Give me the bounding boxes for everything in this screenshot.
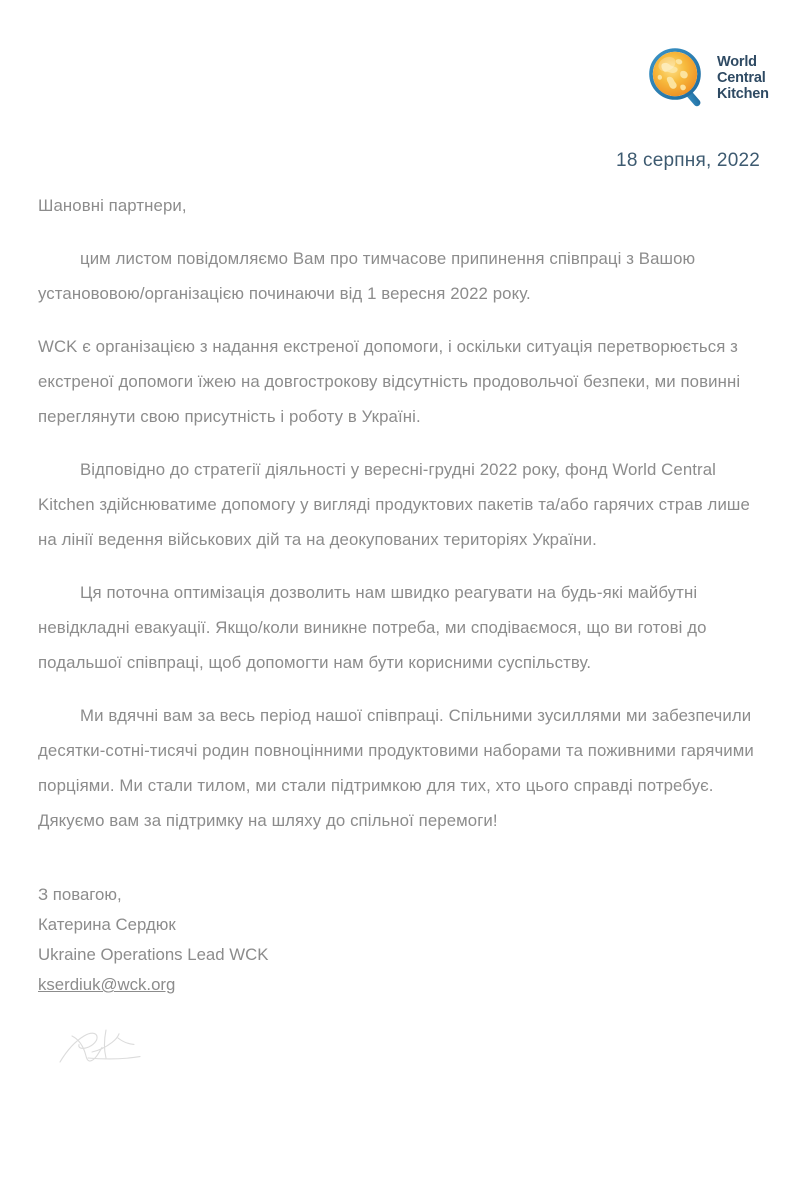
paragraph-2: WCK є організацією з надання екстреної допомоги, і оскільки ситуація перетворюється з екстреної допомоги їжею на довгострокову відсутність продовольчої безпеки, ми повинні переглянути свою присутність і роботу в Україні. bbox=[38, 337, 741, 426]
closing-phrase: З повагою, bbox=[38, 885, 122, 904]
logo-line-world: World bbox=[717, 53, 757, 70]
logo-line-central: Central bbox=[717, 69, 766, 86]
signer-title: Ukraine Operations Lead WCK bbox=[38, 945, 269, 964]
letter-date: 18 серпня, 2022 bbox=[616, 150, 760, 171]
paragraph-1: цим листом повідомляємо Вам про тимчасове припинення співпраці з Вашою установовою/організацією починаючи від 1 вересня 2022 року. bbox=[38, 249, 696, 303]
logo-line-kitchen: Kitchen bbox=[717, 86, 769, 103]
world-central-kitchen-logo bbox=[648, 42, 780, 114]
signature-block bbox=[38, 880, 268, 1000]
paragraph-4: Ця поточна оптимізація дозволить нам швидко реагувати на будь-які майбутні невідкладні евакуації. Якщо/коли виникне потреба, ми сподіваємося, що ви готові до подальшої співпраці, щоб допомогти нам бути корисними суспільству. bbox=[38, 583, 707, 672]
salutation: Шановні партнери, bbox=[38, 196, 187, 215]
globe-pan-icon bbox=[648, 47, 710, 109]
paragraph-3: Відповідно до стратегії діяльності у вересні-грудні 2022 року, фонд World Central Kitchen здійснюватиме допомогу у вигляді продуктових пакетів та/або гарячих страв лише на лінії ведення військових дій та на деокупованих територіях України. bbox=[38, 460, 750, 549]
paragraph-5: Ми вдячні вам за весь період нашої співпраці. Спільними зусиллями ми забезпечили десятки-сотні-тисячі родин повноцінними продуктовими наборами та поживними гарячими порціями. Ми стали тилом, ми стали підтримкою для тих, хто цього справді потребує. Дякуємо вам за підтримку на шляху до спільної перемоги! bbox=[38, 706, 754, 830]
handwritten-signature bbox=[48, 1018, 198, 1076]
logo-wordmark bbox=[717, 54, 769, 103]
signer-email-link[interactable]: kserdiuk@wck.org bbox=[38, 975, 176, 994]
signer-name: Катерина Сердюк bbox=[38, 915, 176, 934]
letter-body bbox=[38, 188, 764, 856]
